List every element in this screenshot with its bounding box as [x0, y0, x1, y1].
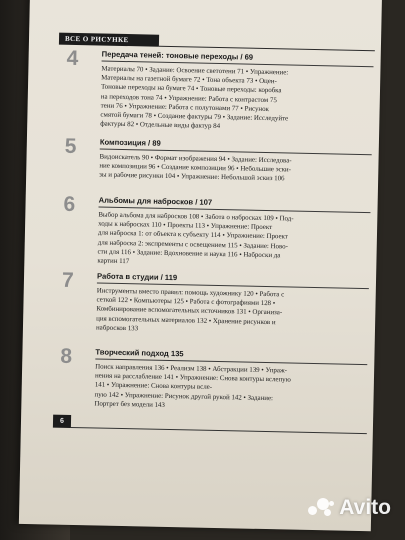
contents-line: пую 142 • Упражнение: Рисунок другой рукой 142 • Задание: — [94, 391, 274, 402]
chapter-contents — [96, 286, 369, 338]
chapter-5 — [57, 134, 372, 183]
chapter-title: Работа в студии / 119 — [96, 271, 178, 283]
contents-line: нения на расслабление 141 • Упражнение: Снова контуры вслепую — [94, 372, 291, 384]
chapter-6 — [56, 192, 371, 266]
footer-rule — [71, 427, 367, 434]
chapter-number: 5 — [64, 134, 77, 159]
contents-line: зы и рабочие рисунки 104 • Упражнение: Небольшой эскиз 106 — [99, 171, 285, 183]
chapter-8 — [53, 344, 368, 409]
contents-line: сти для 116 • Задание: Вдохновение и наука 116 • Наброски да — [97, 248, 281, 260]
contents-line: для наброска 2: экспременты с освещением 115 • Задание: Ново- — [97, 239, 289, 251]
chapter-number: 4 — [66, 46, 79, 71]
chapter-contents — [99, 152, 372, 185]
contents-line: ние композиции 96 • Создание композиции 96 • Небольшие эски- — [99, 162, 292, 174]
chapter-number: 6 — [63, 192, 76, 216]
chapter-title: Передача теней: тоновые переходы / 69 — [101, 49, 254, 62]
contents-line: картин 117 — [97, 257, 130, 266]
chapter-title: Альбомы для набросков / 107 — [98, 195, 213, 207]
contents-line: Инструменты вместо правил: помощь художнику 120 • Работа с — [96, 287, 285, 299]
contents-line: фактуры 82 • Отдельные виды фактур 84 — [100, 120, 221, 131]
contents-line: Комбинирование вспомогательных источников 131 • Организа- — [96, 305, 283, 317]
contents-line: сеткой 122 • Компьютеры 125 • Работа с фотографиями 128 • — [96, 296, 276, 308]
book-page — [19, 0, 382, 531]
running-header — [59, 33, 159, 47]
contents-line: смятой бумаги 78 • Создание фактуры 79 • Задание: Исследуйте — [100, 111, 289, 123]
chapter-contents — [94, 362, 367, 414]
avito-wordmark: Avito — [339, 496, 391, 519]
avito-logo-icon — [308, 496, 336, 520]
contents-line: Тоновые переходы на бумаге 74 • Тоновые переходы: коробка — [100, 83, 282, 95]
chapter-title: Композиция / 89 — [99, 137, 161, 148]
contents-line: Материалы 70 • Задание: Освоение светотени 71 • Упражнение: — [101, 65, 289, 77]
avito-watermark — [308, 496, 391, 520]
chapter-contents — [97, 210, 370, 271]
chapter-number: 8 — [60, 344, 73, 368]
chapter-contents — [100, 65, 373, 135]
chapter-number: 7 — [61, 268, 74, 292]
contents-line: Портрет без модели 143 — [94, 400, 165, 409]
contents-line: на переходов тона 74 • Упражнение: Работа с контрастом 75 — [100, 93, 277, 104]
contents-line: набросков 133 — [95, 324, 139, 333]
contents-line: для наброска 1: от объекта к субъекту 114 • Упражнение: Проект — [97, 229, 288, 241]
page-number: 6 — [53, 415, 71, 428]
contents-line: 141 • Упражнение: Снова контуры всле- — [94, 381, 213, 392]
contents-line: ходы к набросках 110 • Проекты 113 • Упражнение: Проект — [98, 220, 273, 232]
contents-line: Поиск направления 136 • Реализм 138 • Абстракции 139 • Упраж- — [95, 363, 288, 375]
chapter-title: Творческий подход 135 — [95, 347, 184, 359]
contents-line: ция вспомогательных материалов 132 • Хранение рисунков и — [96, 315, 276, 326]
contents-line: тени 76 • Упражнение: Работа с полутонами 77 • Рисунок — [100, 102, 270, 113]
contents-line: Выбор альбома для набросков 108 • Забота о набросках 109 • Под- — [98, 211, 294, 223]
contents-line: Видоискатель 90 • Формат изображения 94 • Задание: Исследова- — [99, 153, 292, 165]
contents-line: Материалы на газетной бумаге 72 • Тона объекта 73 • Оцен- — [101, 74, 277, 86]
running-header-label: ВСЕ О РИСУНКЕ — [64, 34, 129, 45]
